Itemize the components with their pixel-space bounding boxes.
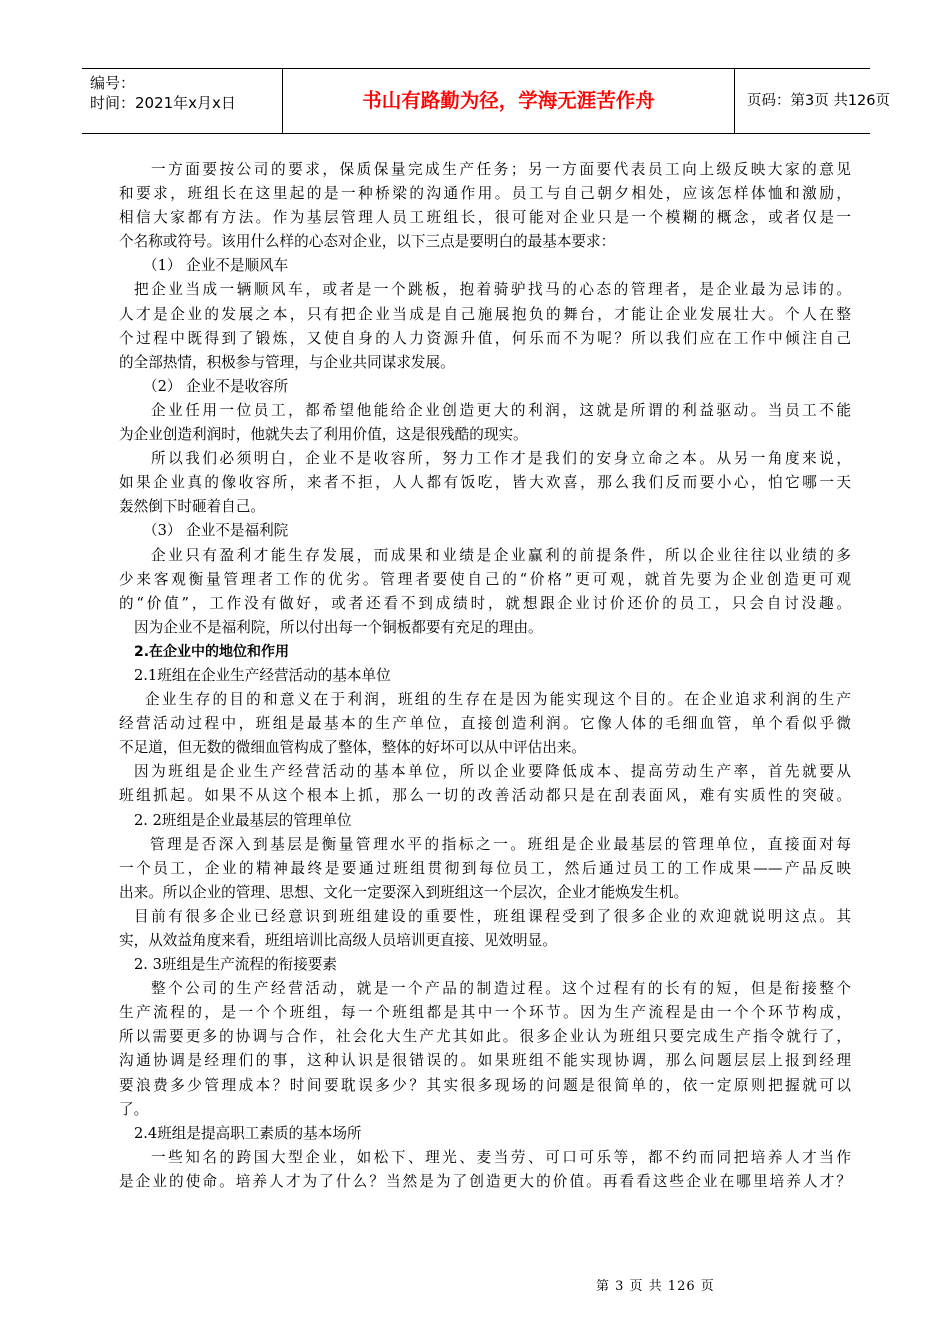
text-line: 因为企业不是福利院，所以付出每一个铜板都要有充足的理由。: [134, 618, 543, 636]
text-line: 一些知名的跨国大型企业，如松下、理光、麦当劳、可口可乐等，都不约而同把培养人才当作: [151, 1148, 851, 1166]
text-line: 少来客观衡量管理者工作的优劣。管理者要使自己的“价格”更可观，就首先要为企业创造更可观: [119, 570, 851, 588]
text-line: 把企业当成一辆顺风车，或者是一个跳板，抱着骑驴找马的心态的管理者，是企业最为忌讳的。: [134, 281, 851, 299]
text-line: 企业任用一位员工，都希望他能给企业创造更大的利润，这就是所谓的利益驱动。当员工不能: [151, 401, 851, 419]
text-line: 要浪费多少管理成本？时间要耽误多少？其实很多现场的问题是很简单的，依一定原则把握就可以: [119, 1076, 851, 1094]
text-line: 沟通协调是经理们的事，这种认识是很错误的。如果班组不能实现协调，那么问题层层上报到经理: [119, 1052, 851, 1070]
text-line: 轰然倒下时砸着自己。: [119, 498, 265, 516]
text-line: 为企业创造利润时，他就失去了利用价值，这是很残酷的现实。: [119, 426, 528, 444]
text-line: 生产流程的，是一个个班组，每一个班组都是其中一个环节。因为生产流程是由一个个环节构成，: [119, 1004, 851, 1022]
text-line: 一方面要按公司的要求，保质保量完成生产任务；另一方面要代表员工向上级反映大家的意见: [151, 161, 851, 178]
text-line: 企业生存的目的和意义在于利润，班组的生存在是因为能实现这个目的。在企业追求利润的生产: [145, 691, 851, 709]
text-line: 企业只有盈利才能生存发展，而成果和业绩是企业赢利的前提条件，所以企业往往以业绩的多: [151, 546, 851, 564]
subsection-heading: 2. 3班组是生产流程的衔接要素: [134, 956, 337, 974]
text-line: 个名称或符号。该用什么样的心态对企业，以下三点是要明白的最基本要求：: [119, 233, 616, 251]
text-line: 出来。所以企业的管理、思想、文化一定要深入到班组这一个层次，企业才能焕发生机。: [119, 883, 689, 901]
motto: 书山有路勤为径，学海无涯苦作舟: [283, 69, 735, 133]
subsection-heading: 2.4班组是提高职工素质的基本场所: [134, 1124, 362, 1142]
text-line: 目前有很多企业已经意识到班组建设的重要性，班组课程受到了很多企业的欢迎就说明这点。其: [134, 907, 851, 925]
text-line: 了。: [119, 1100, 149, 1118]
text-line: 经营活动过程中，班组是最基本的生产单位，直接创造利润。它像人体的毛细血管，单个看似乎微: [119, 715, 851, 733]
document-body: [119, 158, 851, 1194]
text-line: 是企业的使命。培养人才为了什么？当然是为了创造更大的价值。再看看这些企业在哪里培养人才？: [119, 1172, 851, 1190]
page-info: 页码：第3页 共126页: [747, 93, 891, 109]
section-heading: 2.在企业中的地位和作用: [134, 643, 290, 660]
text-line: 管理是否深入到基层是衡量管理水平的指标之一。班组是企业最基层的管理单位，直接面对每: [150, 835, 851, 853]
text-line: 一个员工，企业的精神最终是要通过班组贯彻到每位员工，然后通过员工的工作成果——产品反映: [119, 859, 851, 877]
text-line: 因为班组是企业生产经营活动的基本单位，所以企业要降低成本、提高劳动生产率，首先就要从: [134, 763, 851, 781]
text-line: 相信大家都有方法。作为基层管理人员工班组长，很可能对企业只是一个模糊的概念，或者仅是一: [119, 209, 851, 227]
time-label: 时间：2021年x月x日: [90, 94, 236, 112]
list-heading: （3） 企业不是福利院: [143, 522, 289, 540]
list-heading: （1） 企业不是顺风车: [143, 257, 289, 275]
text-line: 个过程中既得到了锻炼，又使自身的人力资源升值，何乐而不为呢？所以我们应在工作中倾注自己: [119, 329, 851, 347]
text-line: 不足道，但无数的微细血管构成了整体，整体的好坏可以从中评估出来。: [119, 739, 587, 757]
page-footer: 第 3 页 共 126 页: [596, 1279, 715, 1294]
subsection-heading: 2.1班组在企业生产经营活动的基本单位: [134, 666, 391, 684]
text-line: 和要求，班组长在这里起的是一种桥梁的沟通作用。员工与自己朝夕相处，应该怎样体恤和激励，: [119, 185, 851, 203]
text-line: 所以需要更多的协调与合作，社会化大生产尤其如此。很多企业认为班组只要完成生产指令就行了，: [119, 1028, 851, 1046]
text-line: 整个公司的生产经营活动，就是一个产品的制造过程。这个过程有的长有的短，但是衔接整个: [151, 980, 851, 998]
text-line: 实，从效益角度来看，班组培训比高级人员培训更直接、见效明显。: [119, 932, 557, 949]
text-line: 的“价值”，工作没有做好，或者还看不到成绩时，就想跟企业讨价还价的员工，只会自讨没趣。: [119, 594, 851, 612]
header-meta: [82, 69, 283, 133]
text-line: 班组抓起。如果不从这个根本上抓，那么一切的改善活动都只是在刮表面风，难有实质性的突破。: [119, 787, 851, 805]
list-heading: （2） 企业不是收容所: [143, 377, 289, 395]
page-header: [82, 68, 891, 134]
subsection-heading: 2. 2班组是企业最基层的管理单位: [134, 811, 352, 829]
text-line: 如果企业真的像收容所，来者不拒，人人都有饭吃，皆大欢喜，那么我们反而要小心，怕它哪一天: [119, 474, 851, 492]
text-line: 所以我们必须明白，企业不是收容所，努力工作才是我们的安身立命之本。从另一角度来说，: [151, 450, 851, 468]
text-line: 人才是企业的发展之本，只有把企业当成是自己施展抱负的舞台，才能让企业发展壮大。个人在整: [119, 305, 851, 323]
text-line: 的全部热情，积极参与管理，与企业共同谋求发展。: [119, 353, 455, 371]
number-label: 编号：: [90, 74, 136, 92]
